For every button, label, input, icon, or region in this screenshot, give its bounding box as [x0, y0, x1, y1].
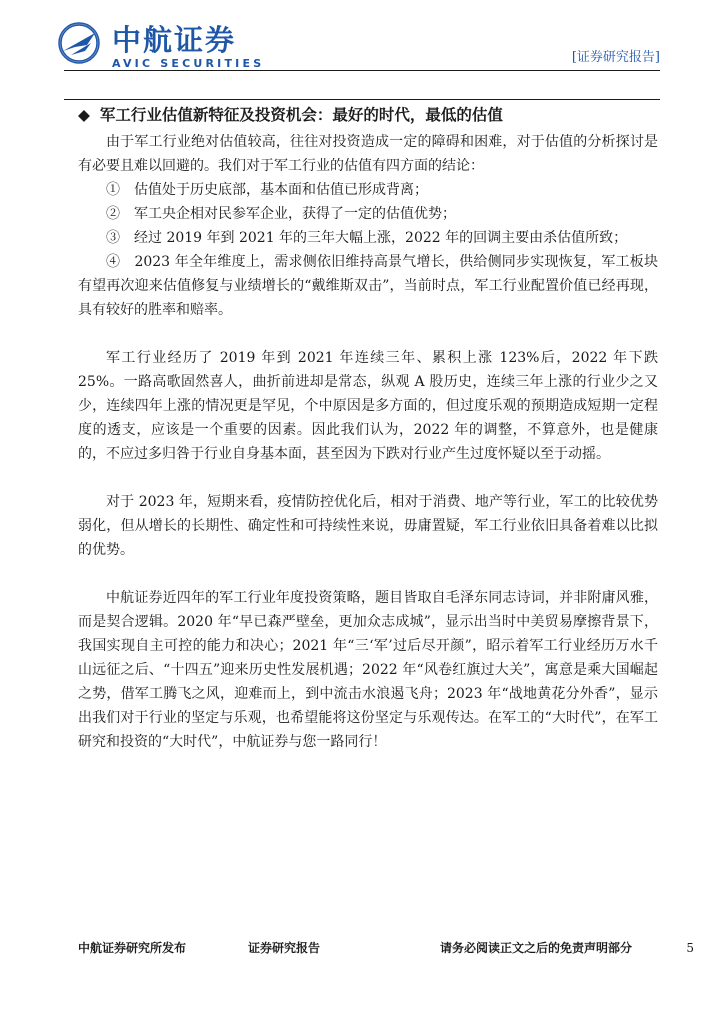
- logo-text-cn: 中航证券: [112, 23, 237, 57]
- section-heading: [78, 103, 658, 127]
- intro-paragraph: 由于军工行业绝对估值较高，往往对投资造成一定的障碍和困难，对于估值的分析探讨是有必要且难以回避的。我们对于军工行业的估值有四方面的结论：: [78, 134, 658, 174]
- footer-report-type: 证券研究报告: [248, 941, 321, 955]
- footer-disclaimer: 请务必阅读正文之后的免责声明部分: [440, 941, 633, 955]
- conclusion-item-4: ④ 2023 年全年维度上，需求侧依旧维持高景气增长，供给侧同步实现恢复，军工板块有望再次迎来估值修复与业绩增长的“戴维斯双击”，当前时点，军工行业配置价值已经再现，具有较好的胜率和赔率。: [78, 254, 658, 318]
- paragraph-spacer: [78, 322, 658, 346]
- title-divider: [64, 99, 660, 100]
- conclusion-item-2: ② 军工央企相对民参军企业，获得了一定的估值优势；: [106, 206, 456, 222]
- page-footer: [78, 940, 694, 960]
- paragraph-spacer: [78, 466, 658, 490]
- header-divider: [64, 70, 660, 71]
- market-review-paragraph: 军工行业经历了 2019 年到 2021 年连续三年、累积上涨 123%后，2022 年下跌 25%。一路高歌固然喜人，曲折前进却是常态，纵观 A 股历史，连续三年上涨的行业少之又少，连续四年上涨的情况更是罕见，个中原因是多方面的，但过度乐观的预期造成短期一定程度的透支，应该是一个重要的因素。因此我们认为，2022 年的调整，不算意外，也是健康的，不应过多归咎于行业自身基本面，甚至因为下跌对行业产生过度怀疑以至于动摇。: [78, 350, 658, 462]
- page-number: 5: [686, 941, 694, 955]
- paragraph-spacer: [78, 562, 658, 586]
- body-content: [78, 130, 658, 754]
- conclusion-item-1: ① 估值处于历史底部，基本面和估值已形成背离；: [106, 182, 428, 198]
- page-header: [0, 0, 724, 100]
- conclusion-item-3: ③ 经过 2019 年到 2021 年的三年大幅上涨，2022 年的回调主要由杀估值所致；: [106, 230, 628, 246]
- section-title-text: 军工行业估值新特征及投资机会：最好的时代，最低的估值: [99, 105, 503, 124]
- strategy-paragraph: 中航证券近四年的军工行业年度投资策略，题目皆取自毛泽东同志诗词，并非附庸风雅，而是契合逻辑。2020 年“早已森严壁垒，更加众志成城”，显示出当时中美贸易摩擦背景下，我国实现自主可控的能力和决心；2021 年“三‘军’过后尽开颜”，昭示着军工行业经历万水千山远征之后、“十四五”迎来历史性发展机遇；2022 年“风卷红旗过大关”，寓意是乘大国崛起之势，借军工腾飞之风，迎难而上，到中流击水浪遏飞舟；2023 年“战地黄花分外香”，显示出我们对于行业的坚定与乐观，也希望能将这份坚定与乐观传达。在军工的“大时代”，在军工研究和投资的“大时代”，中航证券与您一路同行！: [78, 590, 658, 750]
- footer-publisher: 中航证券研究所发布: [78, 941, 187, 955]
- report-type-tag: [证券研究报告]: [571, 50, 660, 65]
- outlook-paragraph: 对于 2023 年，短期来看，疫情防控优化后，相对于消费、地产等行业，军工的比较优势弱化，但从增长的长期性、确定性和可持续性来说，毋庸置疑，军工行业依旧具备着难以比拟的优势。: [78, 494, 658, 558]
- avic-wing-logo-icon: [57, 21, 101, 65]
- diamond-bullet-icon: ◆: [78, 105, 90, 124]
- logo-text-en: AVIC SECURITIES: [112, 57, 265, 70]
